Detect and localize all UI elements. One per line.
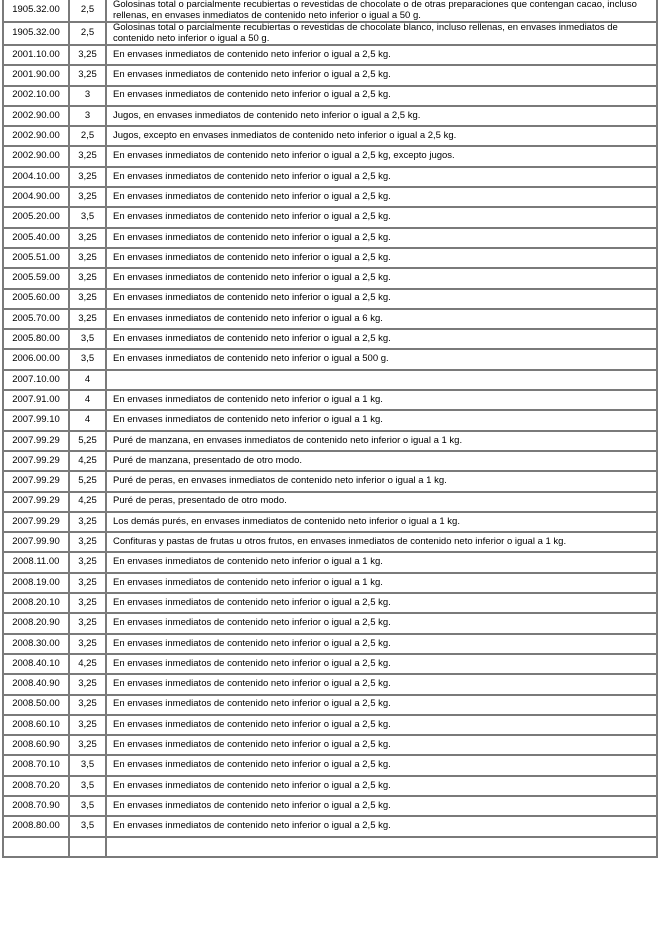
tariff-code-cell: 2002.90.00 <box>3 106 69 126</box>
rate-cell: 3,25 <box>69 289 106 309</box>
description-cell: En envases inmediatos de contenido neto inferior o igual a 2,5 kg. <box>106 634 657 654</box>
tariff-code-cell <box>3 837 69 857</box>
description-cell <box>106 837 657 857</box>
rate-cell: 3,25 <box>69 593 106 613</box>
rate-cell: 3,25 <box>69 735 106 755</box>
table-row <box>3 654 657 674</box>
rate-cell: 4,25 <box>69 492 106 512</box>
table-row <box>3 22 657 45</box>
description-cell: En envases inmediatos de contenido neto inferior o igual a 2,5 kg. <box>106 735 657 755</box>
tariff-code-cell: 2007.99.10 <box>3 410 69 430</box>
tariff-code-cell: 2004.10.00 <box>3 167 69 187</box>
rate-cell: 4 <box>69 410 106 430</box>
tariff-code-cell: 2001.90.00 <box>3 65 69 85</box>
table-row <box>3 0 657 22</box>
tariff-code-cell: 2008.20.90 <box>3 613 69 633</box>
rate-cell: 3,25 <box>69 613 106 633</box>
rate-cell: 3,25 <box>69 146 106 166</box>
rate-cell: 3,25 <box>69 167 106 187</box>
rate-cell: 3,25 <box>69 228 106 248</box>
rate-cell: 3,5 <box>69 816 106 836</box>
table-row <box>3 329 657 349</box>
tariff-code-cell: 2005.59.00 <box>3 268 69 288</box>
tariff-code-cell: 2007.99.90 <box>3 532 69 552</box>
description-cell: En envases inmediatos de contenido neto inferior o igual a 2,5 kg, excepto jugos. <box>106 146 657 166</box>
description-cell: En envases inmediatos de contenido neto inferior o igual a 2,5 kg. <box>106 674 657 694</box>
description-cell: En envases inmediatos de contenido neto inferior o igual a 1 kg. <box>106 390 657 410</box>
table-row <box>3 207 657 227</box>
rate-cell: 3,25 <box>69 532 106 552</box>
table-row <box>3 410 657 430</box>
table-row <box>3 187 657 207</box>
rate-cell: 3,5 <box>69 329 106 349</box>
description-cell: En envases inmediatos de contenido neto inferior o igual a 6 kg. <box>106 309 657 329</box>
tariff-code-cell: 2008.70.10 <box>3 755 69 775</box>
rate-cell: 3,25 <box>69 634 106 654</box>
table-row <box>3 573 657 593</box>
table-row <box>3 776 657 796</box>
description-cell: En envases inmediatos de contenido neto inferior o igual a 2,5 kg. <box>106 289 657 309</box>
rate-cell: 3,25 <box>69 715 106 735</box>
rate-cell: 3,25 <box>69 674 106 694</box>
description-cell: Jugos, excepto en envases inmediatos de contenido neto inferior o igual a 2,5 kg. <box>106 126 657 146</box>
tariff-code-cell: 2008.60.90 <box>3 735 69 755</box>
description-cell: En envases inmediatos de contenido neto inferior o igual a 2,5 kg. <box>106 86 657 106</box>
tariff-code-cell: 2007.99.29 <box>3 492 69 512</box>
rate-cell: 5,25 <box>69 471 106 491</box>
table-row <box>3 228 657 248</box>
table-row <box>3 146 657 166</box>
rate-cell: 3,5 <box>69 776 106 796</box>
rate-cell: 2,5 <box>69 22 106 45</box>
tariff-code-cell: 2008.70.90 <box>3 796 69 816</box>
tariff-code-cell: 2008.19.00 <box>3 573 69 593</box>
tariff-code-cell: 2005.20.00 <box>3 207 69 227</box>
description-cell: En envases inmediatos de contenido neto inferior o igual a 1 kg. <box>106 573 657 593</box>
description-cell: En envases inmediatos de contenido neto inferior o igual a 500 g. <box>106 349 657 369</box>
description-cell: En envases inmediatos de contenido neto inferior o igual a 2,5 kg. <box>106 593 657 613</box>
table-row <box>3 248 657 268</box>
description-cell: En envases inmediatos de contenido neto inferior o igual a 2,5 kg. <box>106 268 657 288</box>
tariff-code-cell: 2008.70.20 <box>3 776 69 796</box>
table-row <box>3 715 657 735</box>
tariff-code-cell: 2008.80.00 <box>3 816 69 836</box>
table-row <box>3 106 657 126</box>
description-cell: En envases inmediatos de contenido neto inferior o igual a 2,5 kg. <box>106 613 657 633</box>
tariff-code-cell: 2006.00.00 <box>3 349 69 369</box>
rate-cell: 4 <box>69 370 106 390</box>
rate-cell: 3,25 <box>69 512 106 532</box>
table-row <box>3 613 657 633</box>
rate-cell: 3,25 <box>69 309 106 329</box>
table-row <box>3 634 657 654</box>
table-row <box>3 370 657 390</box>
description-cell: Los demás purés, en envases inmediatos de contenido neto inferior o igual a 1 kg. <box>106 512 657 532</box>
tariff-code-cell: 2005.80.00 <box>3 329 69 349</box>
description-cell: En envases inmediatos de contenido neto inferior o igual a 2,5 kg. <box>106 167 657 187</box>
description-cell: Golosinas total o parcialmente recubiertas o revestidas de chocolate o de otras preparaciones que contengan cacao, incluso rellenas, en envases inmediatos de contenido neto inferior o igual a 50 g. <box>106 0 657 22</box>
rate-cell: 3,25 <box>69 187 106 207</box>
description-cell: Puré de manzana, en envases inmediatos de contenido neto inferior o igual a 1 kg. <box>106 431 657 451</box>
table-row <box>3 45 657 65</box>
table-row <box>3 268 657 288</box>
tariff-code-cell: 2008.40.10 <box>3 654 69 674</box>
table-row <box>3 349 657 369</box>
description-cell: En envases inmediatos de contenido neto inferior o igual a 2,5 kg. <box>106 816 657 836</box>
rate-cell: 2,5 <box>69 0 106 22</box>
table-row <box>3 532 657 552</box>
description-cell: En envases inmediatos de contenido neto inferior o igual a 2,5 kg. <box>106 187 657 207</box>
rate-cell: 3,25 <box>69 248 106 268</box>
rate-cell: 3,25 <box>69 65 106 85</box>
rate-cell: 3,5 <box>69 796 106 816</box>
table-row <box>3 289 657 309</box>
description-cell: En envases inmediatos de contenido neto inferior o igual a 1 kg. <box>106 552 657 572</box>
description-cell: En envases inmediatos de contenido neto inferior o igual a 2,5 kg. <box>106 228 657 248</box>
table-row <box>3 695 657 715</box>
description-cell: En envases inmediatos de contenido neto inferior o igual a 2,5 kg. <box>106 329 657 349</box>
description-cell: Golosinas total o parcialmente recubiertas o revestidas de chocolate blanco, incluso rellenas, en envases inmediatos de contenido neto inferior o igual a 50 g. <box>106 22 657 45</box>
table-row <box>3 471 657 491</box>
tariff-code-cell: 2007.99.29 <box>3 431 69 451</box>
table-row <box>3 126 657 146</box>
description-cell: En envases inmediatos de contenido neto inferior o igual a 2,5 kg. <box>106 654 657 674</box>
table-row <box>3 512 657 532</box>
rate-cell: 3 <box>69 86 106 106</box>
rate-cell: 3,25 <box>69 45 106 65</box>
tariff-code-cell: 2008.50.00 <box>3 695 69 715</box>
description-cell: En envases inmediatos de contenido neto inferior o igual a 2,5 kg. <box>106 755 657 775</box>
rate-cell: 3,5 <box>69 755 106 775</box>
rate-cell: 2,5 <box>69 126 106 146</box>
table-row <box>3 796 657 816</box>
tariff-code-cell: 2007.99.29 <box>3 512 69 532</box>
description-cell: En envases inmediatos de contenido neto inferior o igual a 2,5 kg. <box>106 695 657 715</box>
table-row <box>3 431 657 451</box>
description-cell: Puré de peras, presentado de otro modo. <box>106 492 657 512</box>
rate-cell: 3,25 <box>69 268 106 288</box>
tariff-code-cell: 2002.10.00 <box>3 86 69 106</box>
rate-cell: 4,25 <box>69 451 106 471</box>
tariff-code-cell: 2008.40.90 <box>3 674 69 694</box>
tariff-code-cell: 2008.11.00 <box>3 552 69 572</box>
tariff-code-cell: 2004.90.00 <box>3 187 69 207</box>
rate-cell: 3,5 <box>69 349 106 369</box>
rate-cell: 5,25 <box>69 431 106 451</box>
table-row <box>3 65 657 85</box>
description-cell: En envases inmediatos de contenido neto inferior o igual a 2,5 kg. <box>106 796 657 816</box>
table-row <box>3 167 657 187</box>
rate-cell: 4,25 <box>69 654 106 674</box>
description-cell: Puré de peras, en envases inmediatos de contenido neto inferior o igual a 1 kg. <box>106 471 657 491</box>
description-cell: En envases inmediatos de contenido neto inferior o igual a 2,5 kg. <box>106 207 657 227</box>
table-row <box>3 451 657 471</box>
table-row <box>3 552 657 572</box>
table-row <box>3 674 657 694</box>
table-row <box>3 593 657 613</box>
description-cell: En envases inmediatos de contenido neto inferior o igual a 2,5 kg. <box>106 715 657 735</box>
tariff-code-cell: 2001.10.00 <box>3 45 69 65</box>
table-row <box>3 309 657 329</box>
rate-cell: 3,5 <box>69 207 106 227</box>
tariff-code-cell: 2007.10.00 <box>3 370 69 390</box>
description-cell: En envases inmediatos de contenido neto inferior o igual a 2,5 kg. <box>106 776 657 796</box>
table-row <box>3 837 657 857</box>
rate-cell: 4 <box>69 390 106 410</box>
tariff-code-cell: 2002.90.00 <box>3 146 69 166</box>
tariff-code-cell: 2007.99.29 <box>3 471 69 491</box>
tariff-code-cell: 2008.30.00 <box>3 634 69 654</box>
tariff-code-cell: 2007.99.29 <box>3 451 69 471</box>
table-row <box>3 390 657 410</box>
tariff-code-cell: 2005.40.00 <box>3 228 69 248</box>
tariff-code-cell: 1905.32.00 <box>3 0 69 22</box>
table-row <box>3 735 657 755</box>
description-cell: En envases inmediatos de contenido neto inferior o igual a 1 kg. <box>106 410 657 430</box>
tariff-code-cell: 1905.32.00 <box>3 22 69 45</box>
rate-cell: 3 <box>69 106 106 126</box>
description-cell: En envases inmediatos de contenido neto inferior o igual a 2,5 kg. <box>106 248 657 268</box>
tariff-code-cell: 2002.90.00 <box>3 126 69 146</box>
rate-cell: 3,25 <box>69 573 106 593</box>
description-cell: En envases inmediatos de contenido neto inferior o igual a 2,5 kg. <box>106 45 657 65</box>
description-cell: En envases inmediatos de contenido neto inferior o igual a 2,5 kg. <box>106 65 657 85</box>
tariff-code-cell: 2005.70.00 <box>3 309 69 329</box>
description-cell: Jugos, en envases inmediatos de contenido neto inferior o igual a 2,5 kg. <box>106 106 657 126</box>
rate-cell <box>69 837 106 857</box>
table-row <box>3 86 657 106</box>
rate-cell: 3,25 <box>69 695 106 715</box>
tariff-code-cell: 2008.20.10 <box>3 593 69 613</box>
tariff-table <box>2 0 658 858</box>
tariff-code-cell: 2005.60.00 <box>3 289 69 309</box>
rate-cell: 3,25 <box>69 552 106 572</box>
tariff-code-cell: 2007.91.00 <box>3 390 69 410</box>
tariff-table-body <box>3 0 657 857</box>
table-row <box>3 755 657 775</box>
description-cell <box>106 370 657 390</box>
description-cell: Puré de manzana, presentado de otro modo. <box>106 451 657 471</box>
tariff-code-cell: 2008.60.10 <box>3 715 69 735</box>
table-row <box>3 492 657 512</box>
tariff-code-cell: 2005.51.00 <box>3 248 69 268</box>
description-cell: Confituras y pastas de frutas u otros frutos, en envases inmediatos de contenido neto inferior o igual a 1 kg. <box>106 532 657 552</box>
table-row <box>3 816 657 836</box>
